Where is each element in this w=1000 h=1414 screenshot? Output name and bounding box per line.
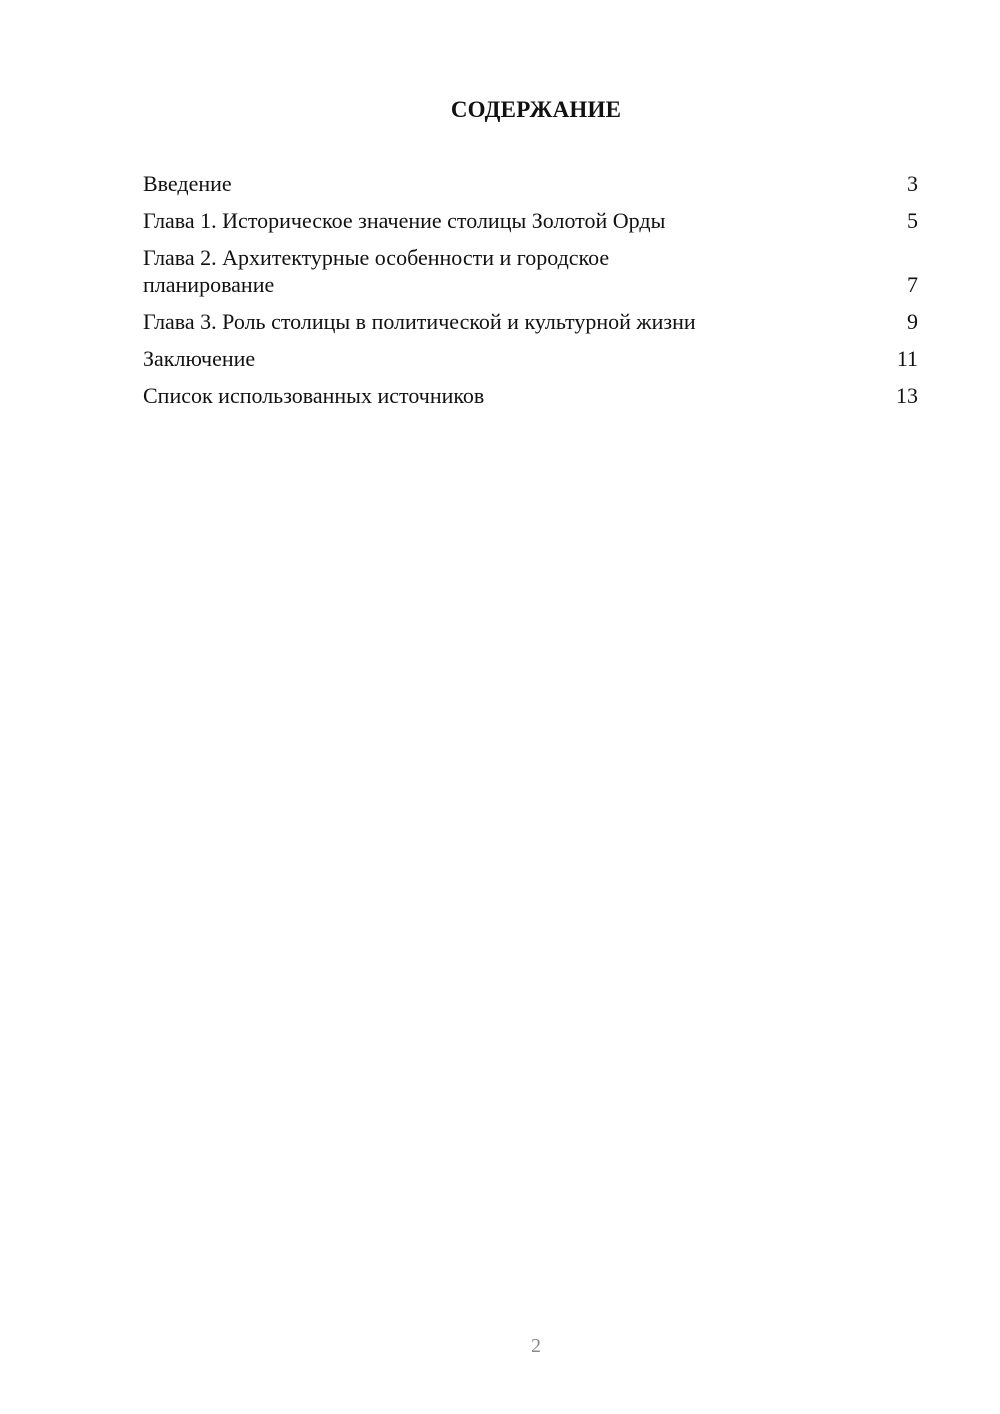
toc-entry-label: Список использованных источников bbox=[143, 383, 485, 408]
toc-entry-label: Заключение bbox=[143, 346, 256, 371]
page-number: 2 bbox=[531, 1335, 541, 1357]
toc-entry-chapter-2 bbox=[143, 244, 918, 298]
toc-entry-page-number: 7 bbox=[907, 272, 918, 297]
toc-title: СОДЕРЖАНИЕ bbox=[450, 97, 622, 122]
toc-entry-introduction bbox=[143, 170, 918, 197]
toc-entry-chapter-1 bbox=[143, 207, 918, 234]
toc-entry-page-number: 11 bbox=[896, 346, 918, 371]
toc-entry-references bbox=[143, 382, 918, 409]
toc-entry-page-number: 3 bbox=[907, 171, 918, 196]
table-of-contents bbox=[143, 170, 918, 419]
toc-entry-page-number: 13 bbox=[896, 383, 918, 408]
toc-entry-label: Глава 2. Архитектурные особенности и городское планирование bbox=[143, 245, 610, 297]
toc-entry-page-number: 5 bbox=[907, 208, 918, 233]
toc-entry-label: Введение bbox=[143, 171, 232, 196]
toc-entry-chapter-3 bbox=[143, 308, 918, 335]
toc-entry-page-number: 9 bbox=[907, 309, 918, 334]
toc-entry-label: Глава 1. Историческое значение столицы Золотой Орды bbox=[143, 208, 666, 233]
toc-entry-label: Глава 3. Роль столицы в политической и культурной жизни bbox=[143, 309, 696, 334]
toc-entry-conclusion bbox=[143, 345, 918, 372]
